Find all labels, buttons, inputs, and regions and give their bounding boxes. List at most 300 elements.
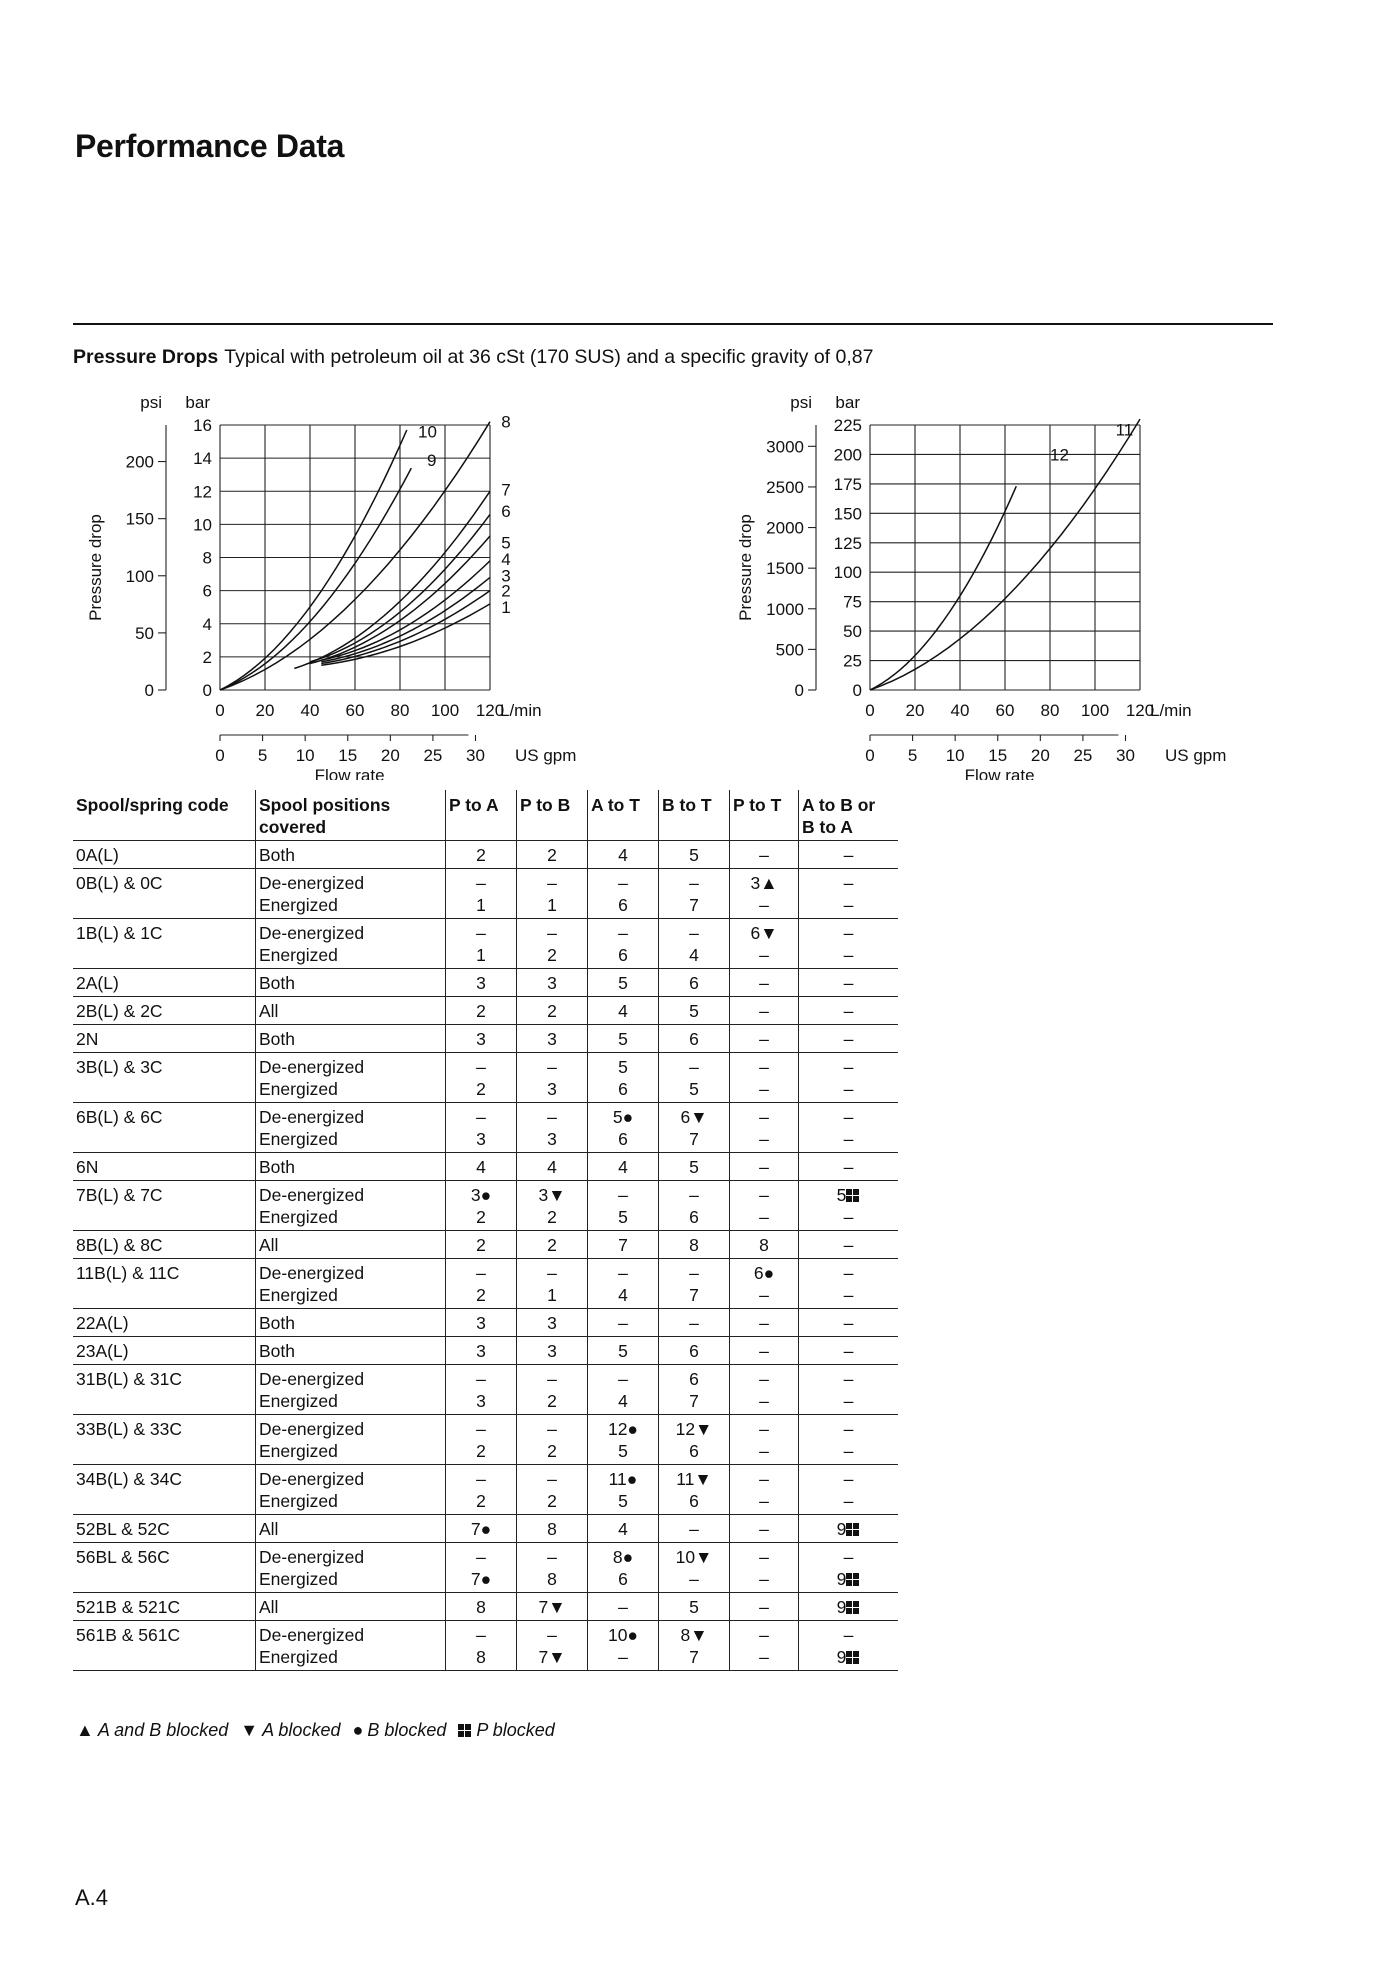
cell-line: 3: [476, 973, 486, 993]
pressure-value-cell: [659, 1365, 730, 1415]
pressure-value-cell: [799, 1025, 899, 1053]
pressure-value-cell: [446, 1365, 517, 1415]
curve-label-3: 3: [501, 566, 511, 586]
pressure-value-cell: [730, 869, 799, 919]
cell-line: 3: [547, 973, 557, 993]
y-tick-label: 25: [843, 651, 862, 671]
curve-label-6: 6: [501, 502, 511, 522]
x2-tick-label: 5: [907, 746, 918, 765]
cell-line: 6: [618, 895, 628, 915]
cell-line: –: [547, 1625, 557, 1645]
y-tick-label: 225: [833, 416, 862, 435]
x2-unit-label: US gpm: [1165, 746, 1227, 765]
cell-line: 2: [547, 1491, 557, 1511]
spool-code-cell: 8B(L) & 8C: [73, 1231, 256, 1259]
table-row: [73, 1365, 898, 1415]
y-tick-label: 200: [833, 445, 862, 465]
spool-table-wrapper: [73, 790, 898, 1671]
column-header: [73, 790, 256, 841]
pressure-value-cell: [446, 1337, 517, 1365]
pressure-value-cell: [799, 1153, 899, 1181]
cell-line: 8: [476, 1597, 486, 1617]
cell-line: 2: [547, 845, 557, 865]
cell-line: 6: [618, 1569, 628, 1589]
table-row: [73, 1621, 898, 1671]
pressure-value-cell: [659, 1337, 730, 1365]
cell-line: Energized: [259, 1441, 338, 1461]
section-subtitle: Typical with petroleum oil at 36 cSt (170 SUS) and a specific gravity of 0,87: [224, 346, 874, 368]
pressure-value-cell: [446, 997, 517, 1025]
pressure-value-cell: [730, 1181, 799, 1231]
spool-position-cell: [256, 1181, 446, 1231]
spool-code-cell: 56BL & 56C: [73, 1543, 256, 1593]
cell-line: Energized: [259, 945, 338, 965]
cell-line: 1: [476, 945, 486, 965]
curve-label-10: 10: [418, 422, 437, 442]
cell-line: –: [843, 1285, 854, 1305]
cell-line: –: [843, 923, 854, 943]
cell-line: De-energized: [259, 1185, 365, 1205]
y-tick-label: 12: [193, 482, 212, 502]
spool-position-cell: [256, 1593, 446, 1621]
curve-label-11: 11: [1115, 420, 1134, 440]
spool-position-cell: [256, 919, 446, 969]
y2-unit-label: psi: [790, 393, 812, 412]
cell-line: –: [618, 873, 628, 893]
curve-label-1: 1: [501, 598, 511, 618]
y-tick-label: 0: [852, 681, 862, 700]
cell-line: 5●: [612, 1107, 634, 1127]
cell-line: –: [759, 1491, 769, 1511]
cell-line: –: [843, 1391, 854, 1411]
cell-line: 5: [689, 1001, 699, 1021]
pressure-value-cell: [659, 1153, 730, 1181]
cell-line: 6: [689, 1441, 699, 1461]
column-header-line: Spool positions: [259, 795, 391, 815]
cell-line: –: [547, 1369, 557, 1389]
x-tick-label: 100: [430, 701, 460, 720]
four-squares-icon: [846, 1650, 860, 1664]
pressure-value-cell: [588, 1259, 659, 1309]
triangle-down-icon: ▼: [240, 1720, 259, 1740]
cell-line: 10▼: [675, 1547, 713, 1567]
cell-line: 3: [476, 1391, 486, 1411]
y2-tick-label: 1000: [766, 599, 804, 619]
cell-line: –: [759, 1469, 769, 1489]
y-tick-label: 14: [193, 449, 212, 469]
spool-position-cell: [256, 1025, 446, 1053]
cell-line: –: [759, 1391, 769, 1411]
cell-line: Energized: [259, 1079, 338, 1099]
cell-line: 5: [618, 1341, 628, 1361]
cell-line: 6: [689, 1207, 699, 1227]
cell-line: –: [843, 1057, 854, 1077]
cell-line: –: [843, 845, 854, 865]
pressure-drop-chart-2: [730, 380, 1250, 785]
x-tick-label: 40: [950, 701, 970, 720]
pressure-value-cell: [730, 1309, 799, 1337]
table-row: [73, 969, 898, 997]
x2-tick-label: 15: [338, 746, 358, 765]
spool-position-cell: [256, 1337, 446, 1365]
table-row: [73, 919, 898, 969]
cell-line: –: [759, 1157, 769, 1177]
pressure-value-cell: [517, 1593, 588, 1621]
x2-tick-label: 5: [257, 746, 268, 765]
cell-line: 5: [689, 1157, 699, 1177]
pressure-value-cell: [730, 997, 799, 1025]
cell-line: –: [689, 923, 699, 943]
cell-line: 2: [547, 1001, 557, 1021]
cell-line: 7: [618, 1235, 628, 1255]
table-row: [73, 997, 898, 1025]
y-tick-label: 16: [193, 416, 212, 435]
cell-line: –: [547, 1057, 557, 1077]
cell-line: –: [547, 1469, 557, 1489]
spool-position-cell: [256, 1415, 446, 1465]
cell-line: 6: [689, 973, 699, 993]
column-header: [256, 790, 446, 841]
cell-line: 7: [689, 1647, 699, 1667]
x2-tick-label: 15: [988, 746, 1008, 765]
x-tick-label: 100: [1080, 701, 1110, 720]
table-row: [73, 1181, 898, 1231]
cell-line: –: [843, 1419, 854, 1439]
pressure-value-cell: [588, 1415, 659, 1465]
cell-line: 1: [547, 895, 557, 915]
pressure-value-cell: [730, 1231, 799, 1259]
pressure-value-cell: [799, 1103, 899, 1153]
cell-line: –: [759, 1057, 769, 1077]
table-row: [73, 1025, 898, 1053]
table-row: [73, 1415, 898, 1465]
cell-line: Both: [259, 1341, 295, 1361]
spool-code-cell: 2N: [73, 1025, 256, 1053]
cell-line: 1: [476, 895, 486, 915]
cell-line: 2: [476, 1441, 486, 1461]
pressure-value-cell: [730, 1259, 799, 1309]
cell-line: –: [759, 973, 769, 993]
cell-line: 6: [618, 945, 628, 965]
spool-position-cell: [256, 1515, 446, 1543]
cell-line: Energized: [259, 1569, 338, 1589]
cell-line: –: [759, 1369, 769, 1389]
column-header-line: P to B: [520, 795, 571, 815]
pressure-value-cell: [588, 1309, 659, 1337]
column-header: [730, 790, 799, 841]
cell-line: –: [759, 1029, 769, 1049]
cell-line: 4: [618, 1519, 628, 1539]
pressure-value-cell: [730, 1103, 799, 1153]
pressure-value-cell: [730, 1337, 799, 1365]
cell-line: Both: [259, 845, 295, 865]
cell-line: 12●: [607, 1419, 639, 1439]
pressure-value-cell: [446, 1543, 517, 1593]
pressure-value-cell: [446, 919, 517, 969]
cell-line: 9: [802, 1646, 895, 1668]
cell-line: –: [759, 1547, 769, 1567]
spool-code-cell: 52BL & 52C: [73, 1515, 256, 1543]
x2-tick-label: 30: [466, 746, 485, 765]
pressure-value-cell: [659, 1465, 730, 1515]
table-row: [73, 869, 898, 919]
y-unit-label: bar: [835, 393, 860, 412]
cell-line: 8●: [612, 1547, 634, 1567]
cell-line: –: [476, 1625, 486, 1645]
pressure-value-cell: [517, 869, 588, 919]
spool-code-cell: 22A(L): [73, 1309, 256, 1337]
pressure-value-cell: [659, 1309, 730, 1337]
cell-line: 3: [547, 1079, 557, 1099]
y-tick-label: 150: [833, 504, 862, 524]
cell-line: 7●: [470, 1569, 492, 1589]
pressure-value-cell: [446, 1515, 517, 1543]
pressure-value-cell: [730, 1543, 799, 1593]
cell-line: 10●: [607, 1625, 639, 1645]
y2-tick-label: 1500: [766, 559, 804, 579]
cell-line: –: [689, 1313, 699, 1333]
pressure-value-cell: [446, 1259, 517, 1309]
cell-line: All: [259, 1519, 279, 1539]
column-header-line: Spool/spring code: [76, 795, 229, 815]
cell-line: –: [618, 1647, 628, 1667]
cell-line: 7▼: [538, 1647, 566, 1667]
pressure-value-cell: [517, 1259, 588, 1309]
pressure-value-cell: [517, 1309, 588, 1337]
x2-tick-label: 30: [1116, 746, 1135, 765]
pressure-value-cell: [730, 1465, 799, 1515]
cell-line: 8: [547, 1519, 557, 1539]
pressure-value-cell: [446, 969, 517, 997]
pressure-value-cell: [588, 1365, 659, 1415]
cell-line: –: [618, 1597, 628, 1617]
legend-item: [352, 1720, 446, 1740]
cell-line: –: [759, 1001, 769, 1021]
cell-line: 4: [618, 1285, 628, 1305]
spool-code-cell: 11B(L) & 11C: [73, 1259, 256, 1309]
cell-line: 2: [476, 1079, 486, 1099]
cell-line: –: [843, 1369, 854, 1389]
y-unit-label: bar: [185, 393, 210, 412]
cell-line: 8▼: [680, 1625, 708, 1645]
pressure-value-cell: [799, 869, 899, 919]
y-tick-label: 2: [202, 647, 212, 667]
column-header: [659, 790, 730, 841]
x-tick-label: 80: [1040, 701, 1060, 720]
cell-line: 3: [476, 1029, 486, 1049]
cell-line: 5: [802, 1184, 895, 1206]
circle-icon: ●: [352, 1720, 364, 1740]
y-axis-title: Pressure drop: [86, 514, 105, 621]
cell-line: –: [843, 1313, 854, 1333]
cell-line: Energized: [259, 1285, 338, 1305]
cell-line: 11●: [608, 1469, 638, 1489]
cell-line: –: [759, 1625, 769, 1645]
pressure-value-cell: [799, 1465, 899, 1515]
cell-line: 7: [689, 1391, 699, 1411]
spool-position-cell: [256, 1621, 446, 1671]
pressure-value-cell: [446, 1053, 517, 1103]
x-tick-label: 0: [865, 701, 875, 720]
pressure-value-cell: [799, 1621, 899, 1671]
legend-text: P blocked: [476, 1720, 555, 1740]
cell-line: –: [759, 1647, 769, 1667]
cell-line: –: [476, 873, 486, 893]
cell-line: –: [843, 895, 854, 915]
cell-line: 6: [689, 1029, 699, 1049]
page-number: A.4: [75, 1885, 109, 1910]
cell-line: 3▲: [750, 873, 778, 893]
pressure-value-cell: [517, 1337, 588, 1365]
cell-line: 5: [689, 1079, 699, 1099]
symbol-legend: [76, 1720, 567, 1741]
cell-line: –: [843, 1129, 854, 1149]
spool-code-cell: 561B & 561C: [73, 1621, 256, 1671]
cell-line: –: [843, 1235, 854, 1255]
table-row: [73, 1103, 898, 1153]
cell-line: –: [547, 1263, 557, 1283]
pressure-value-cell: [799, 1309, 899, 1337]
pressure-value-cell: [588, 1153, 659, 1181]
x2-unit-label: US gpm: [515, 746, 577, 765]
cell-line: –: [759, 1419, 769, 1439]
cell-line: –: [759, 1107, 769, 1127]
cell-line: De-energized: [259, 1625, 365, 1645]
pressure-value-cell: [446, 1025, 517, 1053]
spool-position-cell: [256, 1365, 446, 1415]
spool-code-cell: 6B(L) & 6C: [73, 1103, 256, 1153]
y2-tick-label: 150: [125, 509, 154, 529]
cell-line: 2: [476, 1491, 486, 1511]
cell-line: All: [259, 1597, 279, 1617]
column-header: [799, 790, 899, 841]
y-tick-label: 175: [833, 474, 862, 494]
pressure-value-cell: [730, 1515, 799, 1543]
cell-line: 6: [689, 1341, 699, 1361]
cell-line: 7●: [470, 1519, 492, 1539]
cell-line: –: [759, 1341, 769, 1361]
pressure-value-cell: [588, 841, 659, 869]
four-squares-icon: [846, 1572, 860, 1586]
pressure-value-cell: [730, 1365, 799, 1415]
section-title: Pressure Drops: [73, 346, 219, 368]
cell-line: –: [843, 1207, 854, 1227]
pressure-value-cell: [446, 1621, 517, 1671]
cell-line: –: [843, 1263, 854, 1283]
cell-line: –: [476, 1369, 486, 1389]
pressure-value-cell: [659, 1231, 730, 1259]
column-header-line: P to T: [733, 795, 782, 815]
cell-line: 3●: [470, 1185, 492, 1205]
pressure-value-cell: [659, 919, 730, 969]
x2-tick-label: 10: [945, 746, 965, 765]
curve-label-2: 2: [501, 581, 511, 601]
pressure-value-cell: [588, 869, 659, 919]
spool-position-cell: [256, 1543, 446, 1593]
x-tick-label: 40: [300, 701, 320, 720]
cell-line: Energized: [259, 1647, 338, 1667]
pressure-value-cell: [659, 1593, 730, 1621]
cell-line: 6▼: [750, 923, 778, 943]
cell-line: –: [476, 1547, 486, 1567]
cell-line: De-energized: [259, 1419, 365, 1439]
cell-line: 3: [547, 1029, 557, 1049]
x2-tick-label: 20: [1030, 746, 1050, 765]
four-squares-icon: [846, 1188, 860, 1202]
table-row: [73, 1053, 898, 1103]
cell-line: De-energized: [259, 1547, 365, 1567]
four-squares-icon: [458, 1723, 472, 1737]
cell-line: 4: [476, 1157, 486, 1177]
x-tick-label: 0: [215, 701, 225, 720]
cell-line: –: [843, 1491, 854, 1511]
cell-line: –: [843, 1107, 854, 1127]
cell-line: 2: [476, 1001, 486, 1021]
cell-line: 8: [689, 1235, 699, 1255]
pressure-value-cell: [659, 1053, 730, 1103]
y2-tick-label: 0: [144, 681, 154, 700]
spool-position-cell: [256, 1259, 446, 1309]
pressure-value-cell: [730, 919, 799, 969]
cell-line: 4: [547, 1157, 557, 1177]
pressure-value-cell: [659, 1515, 730, 1543]
cell-line: 6●: [753, 1263, 775, 1283]
cell-line: –: [843, 1469, 854, 1489]
section-divider: [73, 323, 1273, 325]
spool-position-cell: [256, 1465, 446, 1515]
y2-tick-label: 50: [135, 623, 154, 643]
pressure-value-cell: [799, 1515, 899, 1543]
pressure-value-cell: [799, 919, 899, 969]
pressure-value-cell: [517, 1053, 588, 1103]
series-line-7: [294, 491, 490, 668]
cell-line: 1: [547, 1285, 557, 1305]
pressure-value-cell: [730, 1415, 799, 1465]
cell-line: 5: [618, 1441, 628, 1461]
spool-code-cell: 2A(L): [73, 969, 256, 997]
pressure-value-cell: [588, 1181, 659, 1231]
cell-line: –: [618, 923, 628, 943]
cell-line: –: [547, 873, 557, 893]
pressure-value-cell: [799, 1053, 899, 1103]
cell-line: 7: [689, 1285, 699, 1305]
spool-code-cell: 6N: [73, 1153, 256, 1181]
y-tick-label: 4: [202, 614, 212, 634]
cell-line: –: [547, 923, 557, 943]
cell-line: 2: [547, 1391, 557, 1411]
pressure-value-cell: [517, 1465, 588, 1515]
x-axis-title: Flow rate: [314, 766, 385, 780]
cell-line: De-energized: [259, 1369, 365, 1389]
pressure-value-cell: [659, 1025, 730, 1053]
cell-line: –: [759, 1441, 769, 1461]
legend-item: [240, 1720, 340, 1740]
spool-code-cell: 521B & 521C: [73, 1593, 256, 1621]
pressure-value-cell: [517, 919, 588, 969]
cell-line: –: [843, 873, 854, 893]
cell-line: 4: [689, 945, 699, 965]
spool-position-cell: [256, 969, 446, 997]
cell-line: 9: [802, 1518, 895, 1540]
pressure-value-cell: [799, 841, 899, 869]
pressure-value-cell: [588, 1053, 659, 1103]
table-row: [73, 1231, 898, 1259]
cell-line: 7: [689, 1129, 699, 1149]
pressure-value-cell: [446, 1415, 517, 1465]
cell-line: –: [618, 1369, 628, 1389]
cell-line: –: [843, 1441, 854, 1461]
pressure-value-cell: [799, 1181, 899, 1231]
